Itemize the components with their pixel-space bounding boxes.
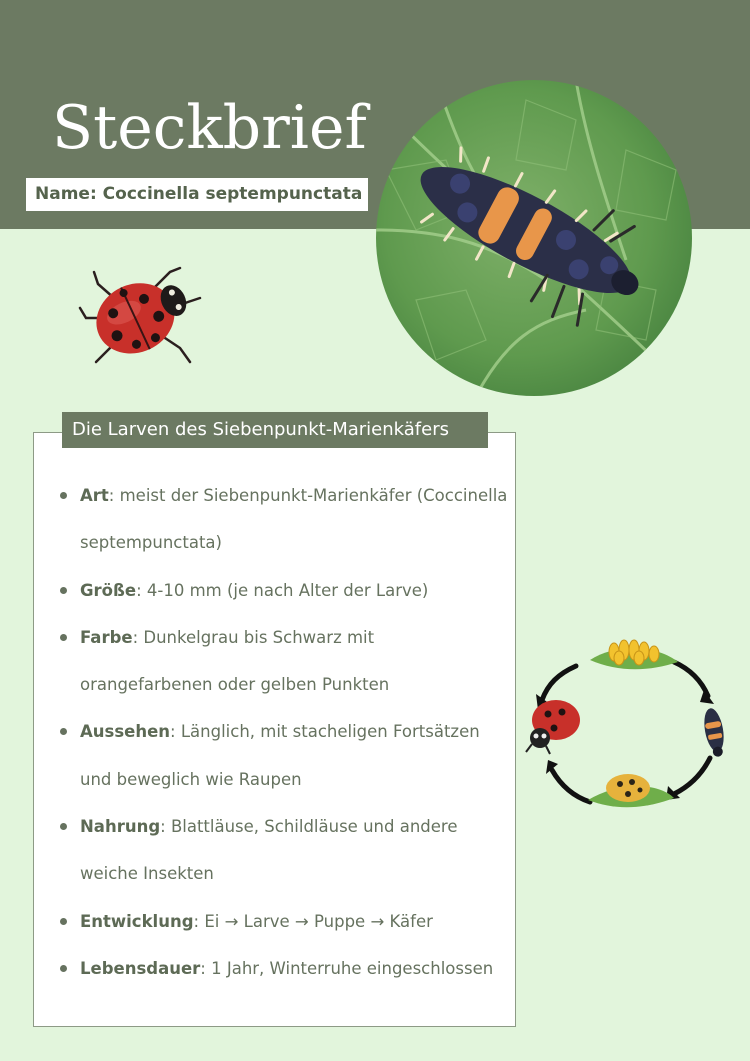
fact-art [60, 472, 510, 567]
lifecycle-diagram [518, 632, 740, 822]
fact-label: Lebensdauer [80, 958, 201, 978]
fact-label: Art [80, 486, 109, 505]
fact-text: : Ei → Larve → Puppe → Käfer [193, 911, 433, 931]
page-title: Steckbrief [52, 93, 367, 163]
ladybug-illustration [74, 258, 208, 370]
fact-text: : Dunkelgrau bis Schwarz mit orangefarbenen oder gelben Punkten [80, 627, 390, 695]
fact-text: : meist der Siebenpunkt-Marienkäfer (Coccinella septempunctata) [80, 486, 508, 553]
card-title: Die Larven des Siebenpunkt-Marienkäfers [62, 412, 488, 448]
fact-lebensdauer [60, 945, 510, 992]
fact-text: : Länglich, mit stacheligen Fortsätzen und beweglich wie Raupen [80, 722, 480, 789]
fact-aussehen [60, 708, 510, 803]
facts-list [60, 472, 510, 992]
fact-farbe [60, 614, 510, 709]
fact-label: Nahrung [80, 817, 161, 837]
fact-label: Aussehen [80, 722, 171, 742]
fact-groesse [60, 567, 510, 614]
fact-entwicklung [60, 898, 510, 945]
fact-nahrung [60, 803, 510, 898]
fact-text: : 4-10 mm (je nach Alter der Larve) [136, 580, 429, 600]
fact-text: : Blattläuse, Schildläuse und andere weiche Insekten [80, 817, 458, 884]
larva-photo [376, 80, 692, 396]
fact-label: Größe [80, 580, 137, 600]
fact-label: Entwicklung [80, 911, 194, 931]
fact-text: : 1 Jahr, Winterruhe eingeschlossen [200, 958, 494, 978]
name-badge: Name: Coccinella septempunctata [26, 178, 368, 211]
fact-label: Farbe [80, 627, 133, 647]
